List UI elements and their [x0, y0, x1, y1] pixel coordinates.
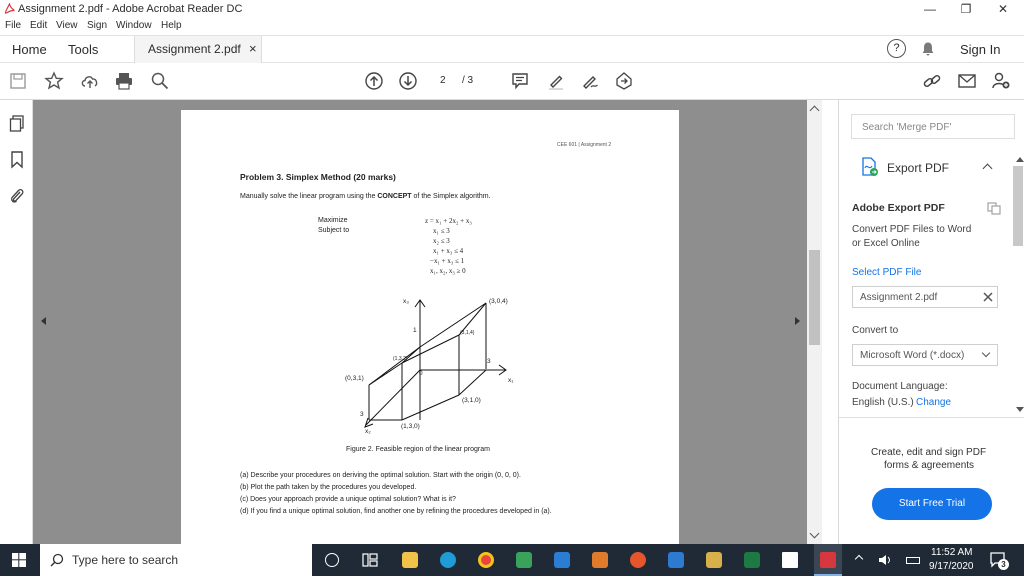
zoom-search-icon[interactable]: [150, 71, 170, 91]
lp-label-maximize: Maximize: [318, 217, 348, 224]
tick-label-one: 1: [413, 327, 417, 334]
menu-bar: [0, 18, 1024, 35]
star-icon[interactable]: [44, 71, 64, 91]
remove-file-icon[interactable]: [983, 292, 993, 302]
change-language-link[interactable]: Change: [916, 397, 952, 408]
clock-time[interactable]: 11:52 AM: [931, 547, 973, 558]
attachment-icon[interactable]: [9, 187, 25, 205]
question-a: (a) Describe your procedures on deriving the optimal solution. Start with the origin (0, 0, 0).: [240, 472, 521, 479]
volume-icon[interactable]: [878, 554, 892, 566]
window-title: Assignment 2.pdf - Adobe Acrobat Reader DC: [18, 3, 243, 15]
store-app-icon[interactable]: [554, 552, 570, 568]
vertex-132-label: (1,3,2): [393, 356, 408, 362]
promo-line1: Create, edit and sign PDF: [871, 447, 987, 458]
link-icon[interactable]: [922, 71, 942, 91]
page-total: / 3: [462, 75, 474, 86]
notepad-app-icon[interactable]: [782, 552, 798, 568]
page-header: CEE 601 | Assignment 2: [557, 142, 612, 148]
tick-label-x1-three: 3: [487, 358, 491, 365]
notification-count-badge: 3: [998, 559, 1009, 570]
export-description-line2: or Excel Online: [852, 238, 920, 249]
next-page-arrow-icon[interactable]: [795, 317, 800, 325]
email-icon[interactable]: [957, 71, 977, 91]
collapse-chevron-icon[interactable]: [983, 164, 993, 174]
selected-file-field[interactable]: Assignment 2.pdf: [852, 286, 998, 308]
convert-to-label: Convert to: [852, 325, 899, 336]
title-bar: [0, 0, 1024, 18]
search-tools-input[interactable]: Search 'Merge PDF': [851, 114, 1015, 139]
feasible-region-figure: [331, 295, 531, 445]
menu-help[interactable]: Help: [161, 20, 182, 31]
vertex-130-label: (1,3,0): [401, 423, 420, 430]
windows-taskbar: [0, 544, 1024, 576]
chrome-browser-icon[interactable]: [478, 552, 494, 568]
document-viewer[interactable]: [33, 100, 807, 544]
tab-document[interactable]: [134, 36, 262, 63]
figure-caption: Figure 2. Feasible region of the linear program: [346, 446, 490, 453]
axis-x1-label: x₁: [508, 377, 514, 384]
share-send-icon[interactable]: [614, 71, 634, 91]
menu-edit[interactable]: Edit: [30, 20, 48, 31]
convert-format-dropdown[interactable]: Microsoft Word (*.docx): [852, 344, 998, 366]
sign-icon[interactable]: [580, 71, 600, 91]
scroll-thumb[interactable]: [809, 250, 820, 345]
lp-constraint-3: x₁ + x₃ ≤ 4: [433, 247, 464, 255]
lp-constraint-1: x₁ ≤ 3: [433, 227, 450, 235]
document-language-label: Document Language:: [852, 381, 948, 392]
tab-home[interactable]: Home: [12, 42, 47, 57]
lp-constraint-4: −x₁ + x₃ ≤ 1: [430, 257, 465, 265]
tab-close-icon[interactable]: ×: [249, 41, 257, 56]
save-icon[interactable]: [8, 71, 28, 91]
right-tools-pane: [838, 100, 1024, 544]
dropdown-chevron-icon: [982, 349, 990, 357]
question-c: (c) Does your approach provide a unique optimal solution? What is it?: [240, 496, 456, 503]
taskbar-search-box[interactable]: Type here to search: [40, 544, 312, 576]
left-navigation-rail: [0, 100, 33, 544]
menu-file[interactable]: File: [5, 20, 22, 31]
problem-instruction: Manually solve the linear program using the CONCEPT of the Simplex algorithm.: [240, 193, 491, 200]
cortana-icon[interactable]: [325, 553, 339, 567]
origin-label: 0: [419, 370, 423, 377]
lp-objective: z = x₁ + 2x₂ + x₃: [425, 217, 472, 225]
toolbar: [0, 63, 1024, 100]
lp-nonnegativity: x₁, x₂, x₃ ≥ 0: [430, 267, 466, 275]
upload-cloud-icon[interactable]: [80, 71, 100, 91]
task-view-icon[interactable]: [362, 553, 378, 567]
menu-sign[interactable]: Sign: [87, 20, 108, 31]
previous-page-arrow-icon[interactable]: [41, 317, 46, 325]
acrobat-taskbar-icon: [820, 552, 836, 568]
game-app-icon[interactable]: [516, 552, 532, 568]
lp-constraint-2: x₂ ≤ 3: [433, 237, 450, 245]
comment-icon[interactable]: [510, 71, 530, 91]
tab-tools[interactable]: Tools: [68, 42, 99, 57]
question-d: (d) If you find a unique optimal solution, find another one by refining the procedures developed in (a).: [240, 508, 552, 515]
spreadsheet-app-icon[interactable]: [744, 552, 760, 568]
pane-scroll-down-icon[interactable]: [1016, 407, 1024, 412]
pages-thumbnail-icon[interactable]: [9, 115, 25, 133]
promo-line2: forms & agreements: [884, 460, 975, 471]
tab-bar: [0, 35, 1024, 63]
sign-in-link[interactable]: Sign In: [960, 42, 1001, 57]
scroll-up-icon[interactable]: [810, 106, 820, 116]
export-pdf-header[interactable]: Export PDF: [887, 161, 950, 175]
battery-icon[interactable]: [906, 557, 920, 564]
axis-x2-label: x₂: [365, 428, 371, 435]
page-number-input[interactable]: 2: [440, 75, 446, 86]
acrobat-taskbar-button[interactable]: [814, 544, 842, 576]
section-title: Adobe Export PDF: [852, 202, 945, 214]
menu-window[interactable]: Window: [116, 20, 152, 31]
search-icon: [50, 553, 64, 567]
pdf-page: [181, 110, 679, 544]
question-b: (b) Plot the path taken by the procedures you developed.: [240, 484, 417, 491]
mail-app-icon[interactable]: [668, 552, 684, 568]
add-user-icon[interactable]: [991, 71, 1011, 91]
document-language-value: English (U.S.): [852, 397, 914, 408]
print-icon[interactable]: [114, 71, 134, 91]
help-icon[interactable]: ?: [887, 39, 906, 58]
acrobat-app-icon: [4, 3, 15, 15]
page-down-icon[interactable]: [398, 71, 418, 91]
menu-view[interactable]: View: [56, 20, 78, 31]
select-pdf-file-link[interactable]: Select PDF File: [852, 267, 922, 278]
pane-scroll-up-icon[interactable]: [1016, 157, 1024, 162]
tick-label-x2-three: 3: [360, 411, 364, 418]
windows-start-icon[interactable]: [12, 553, 26, 567]
vertex-310-label: (3,1,0): [462, 397, 481, 404]
bell-icon[interactable]: [920, 41, 936, 57]
document-scrollbar[interactable]: [807, 100, 822, 544]
restore-button[interactable]: ❐: [960, 2, 972, 16]
vertex-031-label: (0,3,1): [345, 375, 364, 382]
clock-date[interactable]: 9/17/2020: [929, 561, 974, 572]
pane-scroll-thumb[interactable]: [1013, 166, 1023, 246]
pane-divider: [839, 417, 1024, 418]
page-up-icon[interactable]: [364, 71, 384, 91]
vertex-314-label: (3,1,4): [460, 330, 475, 336]
firefox-browser-icon[interactable]: [630, 552, 646, 568]
axis-x3-label: x₃: [403, 298, 409, 305]
lp-label-subject-to: Subject to: [318, 227, 350, 234]
show-hidden-icons-chevron-icon[interactable]: [855, 555, 863, 563]
media-app-icon[interactable]: [592, 552, 608, 568]
highlight-pen-icon[interactable]: [546, 71, 566, 91]
export-settings-icon[interactable]: [987, 201, 1001, 215]
vertex-304-label: (3,0,4): [489, 298, 508, 305]
edge-browser-icon[interactable]: [440, 552, 456, 568]
problem-title: Problem 3. Simplex Method (20 marks): [240, 172, 396, 182]
bookmark-icon[interactable]: [10, 151, 24, 169]
briefcase-app-icon[interactable]: [706, 552, 722, 568]
export-pdf-icon: [861, 157, 879, 177]
minimize-button[interactable]: —: [924, 2, 936, 16]
close-button[interactable]: ✕: [997, 2, 1009, 16]
tab-document-label: Assignment 2.pdf: [148, 42, 241, 56]
scroll-down-icon[interactable]: [810, 529, 820, 539]
file-explorer-icon[interactable]: [402, 552, 418, 568]
export-description-line1: Convert PDF Files to Word: [852, 224, 972, 235]
start-free-trial-button[interactable]: Start Free Trial: [872, 488, 992, 520]
